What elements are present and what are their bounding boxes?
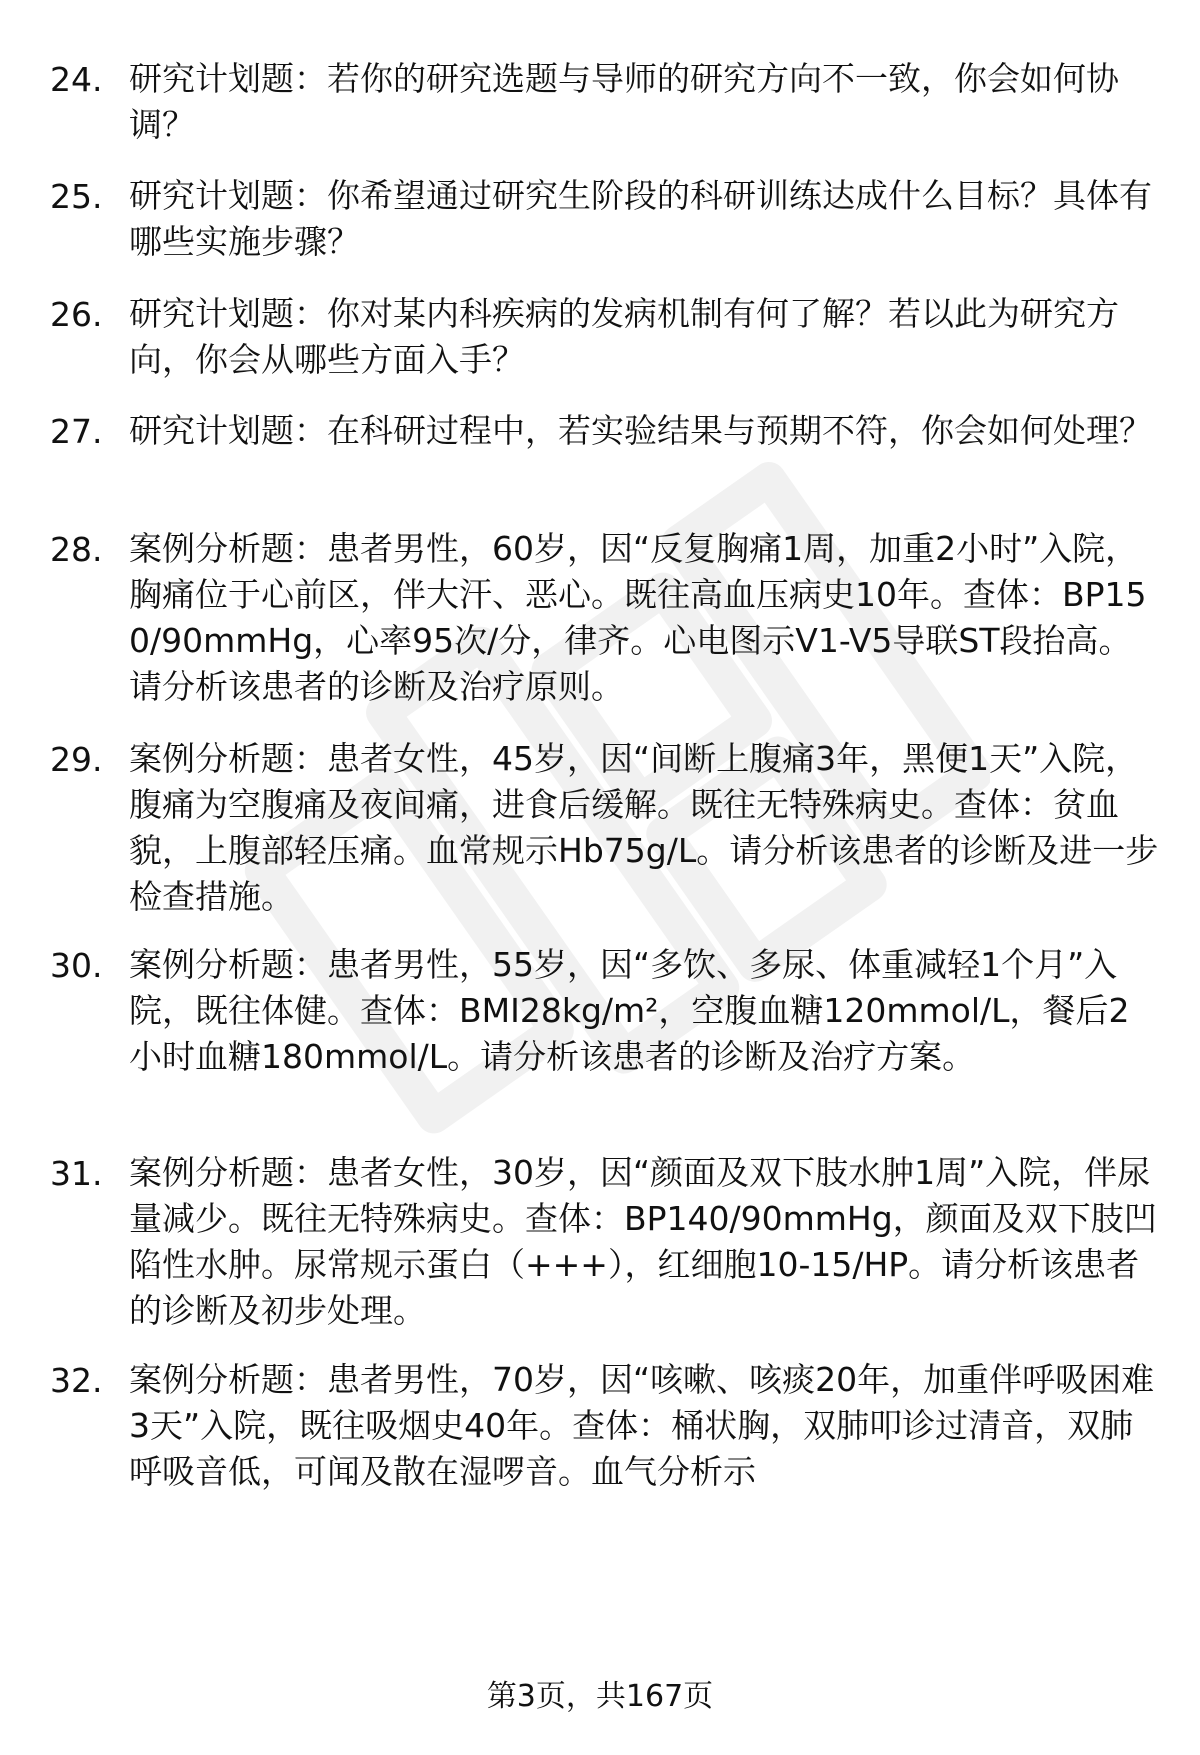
question-item <box>50 736 1160 920</box>
question-text: 案例分析题：患者女性，45岁，因“间断上腹痛3年，黑便1天”入院，腹痛为空腹痛及夜间痛，进食后缓解。既往无特殊病史。查体：贫血貌，上腹部轻压痛。血常规示Hb75g/L。请分析该患者的诊断及进一步检查措施。 <box>129 739 1159 916</box>
question-text: 案例分析题：患者男性，60岁，因“反复胸痛1周，加重2小时”入院，胸痛位于心前区，伴大汗、恶心。既往高血压病史10年。查体：BP150/90mmHg，心率95次/分，律齐。心电图示V1-V5导联ST段抬高。请分析该患者的诊断及治疗原则。 <box>129 529 1147 706</box>
question-item <box>50 408 1160 454</box>
question-text: 研究计划题：在科研过程中，若实验结果与预期不符，你会如何处理？ <box>129 411 1152 450</box>
question-number: 26. <box>50 295 103 334</box>
question-text: 研究计划题：你希望通过研究生阶段的科研训练达成什么目标？具体有哪些实施步骤？ <box>129 176 1152 261</box>
question-item <box>50 1357 1160 1495</box>
question-item <box>50 526 1160 710</box>
question-number: 27. <box>50 412 103 451</box>
question-text: 研究计划题：你对某内科疾病的发病机制有何了解？若以此为研究方向，你会从哪些方面入手？ <box>129 294 1119 379</box>
question-number: 32. <box>50 1361 103 1400</box>
question-text: 研究计划题：若你的研究选题与导师的研究方向不一致，你会如何协调？ <box>129 59 1119 144</box>
question-item <box>50 173 1160 265</box>
question-text: 案例分析题：患者男性，70岁，因“咳嗽、咳痰20年，加重伴呼吸困难3天”入院，既往吸烟史40年。查体：桶状胸，双肺叩诊过清音，双肺呼吸音低，可闻及散在湿啰音。血气分析示 <box>129 1360 1155 1491</box>
question-number: 30. <box>50 946 103 985</box>
question-number: 28. <box>50 530 103 569</box>
question-item <box>50 942 1160 1080</box>
question-item <box>50 56 1160 148</box>
question-text: 案例分析题：患者男性，55岁，因“多饮、多尿、体重减轻1个月”入院，既往体健。查体：BMI28kg/m²，空腹血糖120mmol/L，餐后2小时血糖180mmol/L。请分析该患者的诊断及治疗方案。 <box>129 945 1130 1076</box>
question-number: 29. <box>50 740 103 779</box>
page-footer: 第3页，共167页 <box>486 1679 714 1714</box>
question-item <box>50 1150 1160 1334</box>
question-number: 24. <box>50 60 103 99</box>
question-number: 25. <box>50 177 103 216</box>
question-text: 案例分析题：患者女性，30岁，因“颜面及双下肢水肿1周”入院，伴尿量减少。既往无特殊病史。查体：BP140/90mmHg，颜面及双下肢凹陷性水肿。尿常规示蛋白（+++），红细胞10-15/HP。请分析该患者的诊断及初步处理。 <box>129 1153 1157 1330</box>
question-number: 31. <box>50 1154 103 1193</box>
question-item <box>50 291 1160 383</box>
